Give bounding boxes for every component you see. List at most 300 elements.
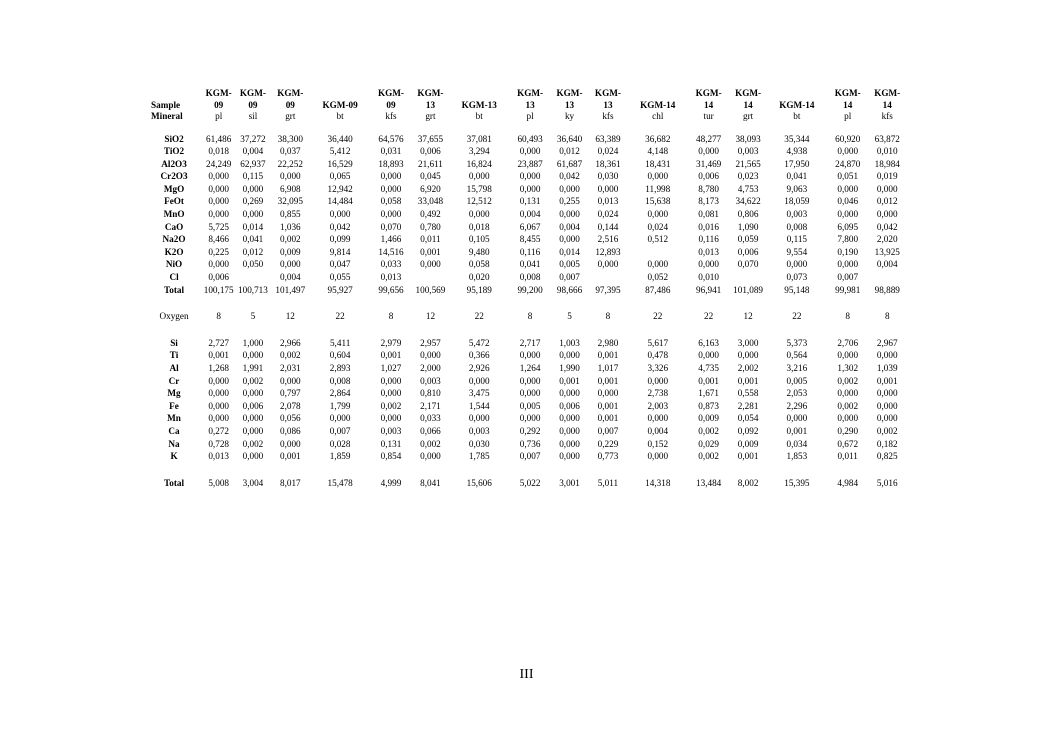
oxide-value: 95,189 [466, 284, 492, 295]
cation-total-value: 8,002 [737, 477, 759, 488]
cation-row [146, 387, 906, 400]
cation-value: 0,005 [519, 400, 541, 411]
cation-name: Ti [169, 350, 179, 361]
cation-value: 0,000 [208, 375, 229, 386]
mineral-cell: grt [285, 111, 296, 121]
oxide-row [146, 258, 906, 271]
oxide-name: CaO [164, 221, 184, 232]
oxide-value: 0,070 [737, 259, 759, 270]
cation-value: 0,034 [786, 438, 808, 449]
oxide-value: 0,014 [559, 246, 580, 257]
page-number: III [519, 667, 534, 682]
cation-value: 0,000 [876, 388, 898, 399]
cation-value: 2,864 [329, 388, 351, 399]
cation-value: 0,000 [559, 451, 580, 462]
cation-value: 0,056 [279, 413, 301, 424]
oxide-value: 0,019 [876, 171, 898, 182]
cation-value: 0,000 [468, 413, 490, 424]
oxide-value: 0,004 [242, 146, 264, 157]
cation-value: 0,002 [279, 350, 301, 361]
oxide-value: 0,000 [647, 209, 669, 220]
oxide-value: 4,148 [647, 146, 669, 157]
cation-row [146, 438, 906, 451]
mineral-label: Mineral [151, 111, 183, 121]
oxide-value: 60,920 [835, 133, 861, 144]
cation-value: 1,785 [468, 451, 490, 462]
cation-value: 2,002 [737, 363, 759, 373]
oxide-value: 22,252 [277, 158, 303, 169]
cation-total-value: 3,001 [559, 477, 580, 488]
spacer-row [146, 463, 906, 477]
cation-total-value: 8,017 [279, 477, 301, 488]
oxide-value: 0,000 [208, 259, 229, 270]
oxide-value: 0,004 [876, 259, 898, 270]
cation-value: 2,003 [647, 400, 669, 411]
mineral-cell: pl [215, 111, 223, 121]
cation-value: 0,000 [519, 375, 541, 386]
oxygen-row [146, 310, 906, 323]
cation-value: 0,007 [329, 425, 351, 436]
oxide-value [868, 271, 906, 284]
oxide-value: 0,010 [698, 272, 719, 283]
oxide-value: 0,012 [559, 146, 580, 157]
cation-value: 0,028 [329, 438, 351, 449]
oxide-value: 4,938 [786, 146, 808, 157]
oxide-name: K2O [164, 246, 184, 257]
oxide-value: 0,000 [329, 209, 351, 220]
oxide-value: 0,059 [737, 234, 759, 245]
cation-value: 2,296 [786, 400, 808, 411]
cation-value: 0,002 [837, 400, 859, 411]
cation-value: 0,000 [837, 350, 859, 361]
oxide-value: 0,000 [208, 196, 229, 207]
oxide-value: 0,009 [279, 246, 301, 257]
oxide-value: 18,984 [874, 158, 900, 169]
cation-value: 0,728 [208, 438, 229, 449]
cation-total-value: 3,004 [242, 477, 264, 488]
cation-value: 0,000 [242, 425, 264, 436]
oxide-value: 15,798 [466, 183, 492, 194]
oxide-value: 6,920 [420, 183, 441, 194]
cation-value: 1,000 [242, 337, 264, 348]
cation-value: 0,005 [786, 375, 808, 386]
oxide-value: 0,012 [876, 196, 898, 207]
cation-value: 0,000 [242, 413, 264, 424]
oxide-value: 61,687 [556, 158, 583, 169]
cation-value: 0,000 [468, 375, 490, 386]
oxide-value: 12,942 [327, 183, 353, 194]
cation-value: 0,000 [279, 438, 301, 449]
cation-value: 0,001 [786, 425, 808, 436]
cation-value: 0,000 [837, 413, 859, 424]
oxide-value: 1,036 [279, 221, 301, 232]
oxide-value: 0,806 [737, 209, 759, 220]
oxide-value: 0,010 [876, 146, 898, 157]
cation-value: 3,326 [647, 363, 669, 373]
oxide-value: 0,269 [242, 196, 264, 207]
cation-value: 0,033 [420, 413, 441, 424]
cation-value: 0,001 [279, 451, 301, 462]
oxide-value: 99,656 [378, 284, 404, 295]
cation-value: 0,001 [597, 413, 619, 424]
oxide-row [146, 208, 906, 221]
oxide-value: 99,200 [517, 284, 543, 295]
cation-value: 1,264 [519, 363, 541, 373]
oxide-value: 0,115 [786, 234, 808, 245]
cation-value: 0,066 [420, 425, 441, 436]
cation-value: 0,003 [468, 425, 490, 436]
oxide-value: 18,059 [784, 196, 810, 207]
oxide-value: 0,024 [597, 146, 619, 157]
cation-row [146, 412, 906, 425]
cation-total-value: 15,395 [784, 477, 810, 488]
cation-value: 0,000 [698, 350, 719, 361]
oxide-value: 15,638 [645, 196, 671, 207]
spacer-row [146, 323, 906, 337]
oxide-value: 0,000 [876, 209, 898, 220]
cation-value: 0,000 [647, 413, 669, 424]
oxide-value: 8,466 [208, 234, 229, 245]
oxide-row [146, 221, 906, 234]
oxide-value: 0,000 [468, 171, 490, 182]
cation-name: Cr [168, 375, 180, 386]
mineral-header-row [146, 111, 906, 123]
cation-value: 0,092 [737, 425, 759, 436]
cation-total-label: Total [163, 477, 185, 488]
cation-value: 0,000 [380, 388, 402, 399]
oxide-value: 0,105 [468, 234, 490, 245]
oxide-value: 0,000 [380, 171, 402, 182]
cation-value: 0,000 [519, 413, 541, 424]
oxide-value: 0,004 [559, 221, 580, 232]
cation-value: 1,017 [597, 363, 619, 373]
cation-value: 2,031 [279, 363, 301, 373]
cation-value: 0,000 [876, 400, 898, 411]
cation-row [146, 375, 906, 388]
oxide-value: 0,042 [876, 221, 898, 232]
oxide-value: 95,927 [327, 284, 353, 295]
oxide-value: 100,569 [415, 284, 446, 295]
oxide-value: 12,893 [595, 246, 621, 257]
oxide-value: 0,013 [380, 272, 402, 283]
oxide-value: 0,055 [329, 272, 351, 283]
oxide-value: 34,622 [735, 196, 761, 207]
cation-value: 2,966 [279, 337, 301, 348]
sample-id-cell: KGM- 09 [239, 88, 266, 110]
cation-value: 0,000 [208, 413, 229, 424]
cation-value: 0,007 [597, 425, 619, 436]
oxide-value: 0,225 [208, 246, 229, 257]
oxide-row [146, 183, 906, 196]
oxide-value: 98,889 [874, 284, 900, 295]
oxide-value: 0,255 [559, 196, 580, 207]
oxide-value: 37,081 [466, 133, 492, 144]
oxide-value: 37,272 [240, 133, 266, 144]
oxide-name: FeOt [164, 196, 184, 207]
cation-total-value: 4,984 [837, 477, 859, 488]
oxide-value: 0,000 [559, 234, 580, 245]
oxide-value [628, 246, 688, 259]
cation-total-row [146, 477, 906, 490]
oxide-value: 0,005 [559, 259, 580, 270]
mineral-cell: ky [564, 111, 575, 121]
sample-id-cell: KGM- 09 [277, 88, 304, 110]
cation-value: 0,000 [559, 350, 580, 361]
cation-value: 0,000 [420, 350, 441, 361]
cation-value: 0,000 [647, 375, 669, 386]
cation-value: 0,002 [698, 425, 719, 436]
cation-value: 0,825 [876, 451, 898, 462]
oxide-name: Total [163, 284, 185, 295]
oxide-value: 0,018 [468, 221, 490, 232]
oxygen-value: 12 [285, 311, 295, 322]
oxide-value: 0,046 [837, 196, 859, 207]
oxygen-value: 8 [845, 311, 851, 322]
cation-value: 0,002 [242, 375, 264, 386]
sample-id-cell: KGM-09 [322, 99, 358, 110]
mineral-cell: bt [336, 111, 344, 121]
oxygen-value: 8 [884, 311, 890, 322]
cation-value: 0,001 [559, 375, 580, 386]
oxide-value: 1,466 [380, 234, 402, 245]
oxide-value: 0,031 [380, 146, 402, 157]
cation-value: 0,290 [837, 425, 859, 436]
oxide-value: 0,000 [647, 171, 669, 182]
sample-id-cell: KGM- 14 [735, 88, 762, 110]
oxide-value: 5,725 [208, 221, 229, 232]
oxide-value: 2,020 [876, 234, 898, 245]
cation-name: Mg [167, 388, 181, 399]
cation-value: 0,001 [737, 451, 759, 462]
sample-id-cell: KGM- 14 [834, 88, 861, 110]
oxide-value: 0,000 [279, 171, 301, 182]
oxide-value [235, 271, 270, 284]
cation-value: 0,797 [279, 388, 301, 399]
cation-value: 0,736 [519, 438, 541, 449]
oxide-value: 0,000 [786, 259, 808, 270]
cation-value: 0,001 [208, 350, 229, 361]
cation-value: 0,002 [242, 438, 264, 449]
oxide-value: 16,824 [466, 158, 492, 169]
oxide-value: 0,014 [242, 221, 264, 232]
cation-value: 0,564 [786, 350, 808, 361]
cation-value: 0,054 [737, 413, 759, 424]
cation-value: 2,171 [420, 400, 441, 411]
oxide-value: 7,800 [837, 234, 859, 245]
oxide-name: TiO2 [163, 146, 185, 157]
oxide-value: 24,870 [835, 158, 861, 169]
cation-total-value: 4,999 [380, 477, 402, 488]
cation-name: K [170, 451, 178, 462]
mineral-cell: kfs [881, 111, 893, 121]
mineral-cell: grt [742, 111, 754, 121]
cation-value: 1,990 [559, 363, 580, 373]
oxide-value: 9,554 [786, 246, 808, 257]
oxide-value: 0,008 [519, 272, 541, 283]
oxide-value: 0,000 [519, 171, 541, 182]
cation-value: 0,152 [647, 438, 669, 449]
mineral-cell: kfs [602, 111, 614, 121]
oxygen-value: 5 [250, 311, 256, 322]
oxide-value: 32,095 [277, 196, 303, 207]
oxide-value: 35,344 [784, 133, 810, 144]
cation-value: 0,272 [208, 425, 229, 436]
cation-value: 0,000 [559, 413, 580, 424]
oxide-value: 101,497 [275, 284, 306, 295]
oxide-value: 0,131 [519, 196, 541, 207]
mineral-cell: tur [703, 111, 714, 121]
cation-value: 5,472 [468, 337, 490, 348]
oxide-row [146, 246, 906, 259]
cation-value: 2,967 [876, 337, 898, 348]
oxide-value: 98,666 [556, 284, 583, 295]
oxide-value: 0,855 [279, 209, 301, 220]
sample-header-row [146, 88, 906, 111]
sample-id-cell: KGM- 09 [377, 88, 404, 110]
sample-id-cell: KGM-14 [779, 99, 815, 110]
oxide-value: 0,041 [786, 171, 808, 182]
cation-value: 0,000 [647, 451, 669, 462]
cation-total-value: 15,478 [327, 477, 353, 488]
oxide-value: 0,190 [837, 246, 859, 257]
cation-value: 1,671 [698, 388, 719, 399]
cation-value: 2,706 [837, 337, 859, 348]
cation-value: 0,009 [698, 413, 719, 424]
oxide-row [146, 233, 906, 246]
cation-value: 0,013 [208, 451, 229, 462]
oxide-value: 0,000 [420, 259, 441, 270]
oxide-value: 1,090 [737, 221, 759, 232]
cation-name: Al [169, 363, 179, 373]
oxide-value: 0,000 [380, 183, 402, 194]
cation-value: 0,000 [242, 388, 264, 399]
oxide-value: 96,941 [696, 284, 722, 295]
cation-value: 0,000 [279, 375, 301, 386]
cation-value: 2,053 [786, 388, 808, 399]
oxygen-value: 8 [527, 311, 533, 322]
spacer-row [146, 123, 906, 133]
cation-value: 0,002 [420, 438, 441, 449]
cation-value: 0,810 [420, 388, 441, 399]
oxide-value: 21,565 [735, 158, 761, 169]
oxide-value: 97,395 [595, 284, 621, 295]
cation-value: 2,738 [647, 388, 669, 399]
oxide-value: 8,780 [698, 183, 719, 194]
oxide-row [146, 284, 906, 297]
oxide-value: 11,998 [645, 183, 671, 194]
oxide-value: 38,300 [277, 133, 303, 144]
oxide-value [412, 271, 449, 284]
cation-value: 0,002 [380, 400, 402, 411]
oxide-value: 0,006 [208, 272, 229, 283]
oxide-value: 9,814 [329, 246, 351, 257]
cation-value: 2,717 [519, 337, 541, 348]
oxide-row [146, 271, 906, 284]
oxide-value: 0,116 [519, 246, 541, 257]
oxide-value [588, 271, 627, 284]
oxide-value: 0,006 [737, 246, 759, 257]
oxide-value: 0,000 [837, 209, 859, 220]
cation-value: 1,003 [559, 337, 580, 348]
oxide-name: Na2O [162, 234, 186, 245]
oxide-value: 0,780 [420, 221, 441, 232]
oxide-value: 0,000 [647, 259, 669, 270]
oxide-row [146, 145, 906, 158]
cation-value: 0,011 [837, 451, 858, 462]
sample-id-cell: KGM- 13 [556, 88, 583, 110]
sample-id-cell: KGM- 13 [517, 88, 544, 110]
oxide-value: 0,000 [837, 183, 859, 194]
cation-value: 0,366 [468, 350, 490, 361]
oxide-value: 64,576 [378, 133, 404, 144]
sample-id-cell: KGM- 13 [417, 88, 444, 110]
mineral-cell: chl [652, 111, 664, 121]
cation-value: 1,859 [329, 451, 351, 462]
oxide-value: 0,003 [737, 146, 759, 157]
cation-value: 1,799 [329, 400, 351, 411]
oxide-value: 0,000 [876, 183, 898, 194]
sample-id-cell: KGM- 09 [205, 88, 232, 110]
oxide-value: 0,024 [647, 221, 669, 232]
oxide-value: 6,067 [519, 221, 541, 232]
oxide-value: 18,361 [595, 158, 621, 169]
oxide-value: 0,099 [329, 234, 351, 245]
oxide-value: 100,175 [203, 284, 234, 295]
oxide-value: 0,000 [380, 209, 402, 220]
cation-value: 0,001 [876, 375, 898, 386]
oxide-value: 0,144 [597, 221, 619, 232]
cation-total-value: 8,041 [420, 477, 441, 488]
cation-total-value: 13,484 [696, 477, 722, 488]
oxide-value: 0,058 [468, 259, 490, 270]
cation-row [146, 400, 906, 413]
cation-value: 5,617 [647, 337, 669, 348]
cation-value: 0,002 [698, 451, 719, 462]
cation-value: 1,302 [837, 363, 859, 373]
oxide-name: Cl [169, 272, 179, 283]
oxide-value: 0,000 [837, 146, 859, 157]
cation-value: 0,873 [698, 400, 719, 411]
cation-value: 0,000 [876, 413, 898, 424]
cation-value: 0,000 [242, 350, 264, 361]
cation-value: 0,001 [737, 375, 759, 386]
cation-value: 3,000 [737, 337, 759, 348]
cation-value: 0,000 [837, 388, 859, 399]
oxide-row [146, 158, 906, 171]
oxide-value: 0,073 [786, 272, 808, 283]
cation-value: 0,000 [208, 400, 229, 411]
cation-value: 0,030 [468, 438, 490, 449]
oxygen-value: 12 [743, 311, 753, 322]
oxide-value: 5,412 [329, 146, 351, 157]
oxide-value: 16,529 [327, 158, 353, 169]
oxide-value: 18,431 [645, 158, 671, 169]
cation-value: 5,411 [329, 337, 351, 348]
oxide-value: 36,682 [645, 133, 671, 144]
cation-value: 0,000 [329, 413, 351, 424]
cation-value: 0,478 [647, 350, 669, 361]
cation-total-value: 5,011 [597, 477, 619, 488]
cation-name: Na [168, 438, 180, 449]
cation-value: 0,009 [737, 438, 759, 449]
oxide-value: 0,051 [837, 171, 859, 182]
cation-value: 0,086 [279, 425, 301, 436]
oxygen-value: 8 [216, 311, 221, 322]
oxide-value [729, 271, 766, 284]
cation-value: 0,008 [329, 375, 351, 386]
oxide-value: 60,493 [517, 133, 543, 144]
oxide-name: MgO [163, 183, 185, 194]
